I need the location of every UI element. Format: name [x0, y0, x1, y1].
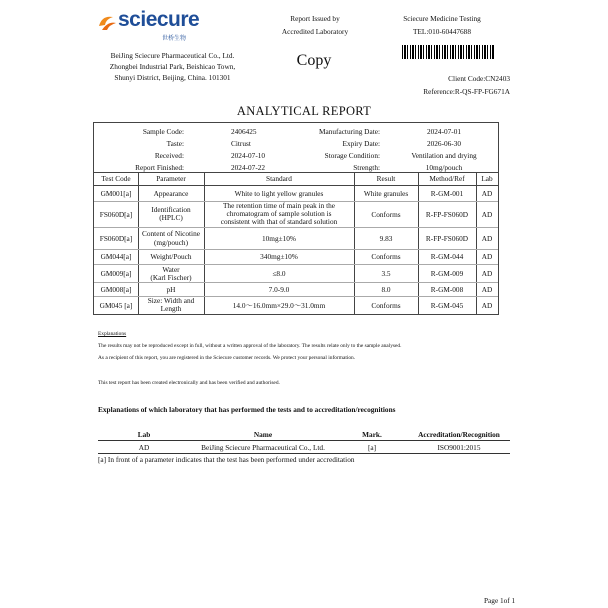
table-cell-lab: AD — [481, 252, 493, 261]
client-code: Client Code:CN2403 — [448, 74, 510, 83]
lab-address-line-2: Shunyi District, Beijing, China. 101301 — [114, 73, 231, 82]
table-cell-parameter-sub: (mg/pouch) — [153, 238, 189, 247]
table-cell-code: FS060D[a] — [99, 234, 133, 243]
explanations-title: Explanations — [98, 331, 127, 337]
table-cell-result: 9.83 — [379, 234, 393, 243]
table-cell-parameter-sub: (HPLC) — [159, 213, 183, 222]
storage-label: Storage Condition: — [324, 151, 380, 160]
table-cell-result: 8.0 — [381, 285, 391, 294]
table-cell-lab: AD — [481, 301, 493, 310]
company-logo — [96, 8, 208, 44]
finished-label: Report Finished: — [135, 163, 184, 172]
table-cell-parameter: Size: Width and — [147, 296, 195, 305]
table-cell-standard: The retention time of main peak in the — [222, 201, 336, 210]
table-cell-method: R-FP-FS060D — [425, 234, 469, 243]
table-cell-lab: AD — [481, 269, 493, 278]
table-cell-parameter: Water — [162, 265, 180, 274]
col-header-lab: Lab — [481, 174, 493, 183]
table-cell-code: GM045 [a] — [99, 301, 133, 310]
table-cell-standard-line-2: chromatogram of sample solution is — [226, 209, 332, 218]
logo-wordmark: sciecure — [118, 8, 200, 31]
table-cell-result: Conforms — [371, 252, 401, 261]
table-cell-standard: ≤8.0 — [272, 269, 286, 278]
header-top-line — [94, 172, 498, 173]
table-cell-code: GM009[a] — [100, 269, 132, 278]
testing-org-name: Sciecure Medicine Testing — [403, 14, 481, 23]
acc-cell-mark: [a] — [367, 443, 377, 452]
table-cell-method: R-GM-009 — [430, 269, 464, 278]
barcode — [402, 45, 494, 59]
finished-value: 2024-07-22 — [231, 163, 266, 172]
logo-subtext: 世桥生物 — [162, 36, 187, 42]
explanation-line-2: As a recipient of this report, you are registered in the Sciecure customer records. We protect your personal information. — [98, 355, 356, 361]
acc-header-lab: Lab — [137, 430, 151, 439]
table-cell-method: R-GM-045 — [430, 301, 464, 310]
acc-cell-lab: AD — [138, 443, 150, 452]
table-cell-method: R-GM-001 — [430, 189, 464, 198]
mfg-date-label: Manufacturing Date: — [319, 127, 380, 136]
header-bottom-line — [94, 185, 498, 186]
issued-by-block — [272, 12, 358, 38]
storage-value: Ventilation and drying — [411, 151, 477, 160]
table-cell-code: GM044[a] — [100, 252, 132, 261]
col-header-result: Result — [376, 174, 396, 183]
table-cell-lab: AD — [481, 189, 493, 198]
table-cell-standard-line-3: consistent with that of standard solution — [220, 217, 338, 226]
row-divider — [94, 264, 498, 265]
acc-header-accreditation: Accreditation/Recognition — [418, 430, 500, 439]
table-cell-lab: AD — [481, 234, 493, 243]
table-cell-code: GM008[a] — [100, 285, 132, 294]
lab-name: BeiJing Sciecure Pharmaceutical Co., Ltd. — [110, 51, 235, 60]
explanation-line-1: The results may not be reproduced except in full, without a written approval of the laboratory. The results relate only to the sample analysed. — [98, 343, 402, 349]
acc-cell-name: BeiJing Sciecure Pharmaceutical Co., Ltd. — [201, 443, 325, 452]
table-cell-standard: 10mg±10% — [261, 234, 296, 243]
received-label: Received: — [154, 151, 184, 160]
accreditation-title: Explanations of which laboratory that has performed the tests and to accreditation/recognitions — [98, 405, 396, 414]
col-header-parameter: Parameter — [156, 174, 186, 183]
strength-value: 10mg/pouch — [425, 163, 463, 172]
logo-swirl-icon — [96, 12, 118, 34]
acc-divider — [98, 453, 510, 454]
accreditation-footnote: [a] In front of a parameter indicates that the test has been performed under accreditation — [98, 455, 355, 464]
testing-org-tel: TEL:010-60447688 — [413, 27, 471, 36]
taste-value: Citrust — [231, 139, 251, 148]
table-cell-method: R-FP-FS060D — [425, 210, 469, 219]
acc-header-mark: Mark. — [362, 430, 382, 439]
col-header-standard: Standard — [266, 174, 292, 183]
sample-code-value: 2406425 — [231, 127, 257, 136]
col-header-method: Method/Ref — [429, 174, 465, 183]
table-cell-method: R-GM-044 — [430, 252, 464, 261]
explanation-line-3: This test report has been created electronically and has been verified and authorised. — [98, 380, 280, 386]
table-cell-parameter-sub: Length — [160, 304, 182, 313]
received-value: 2024-07-10 — [231, 151, 266, 160]
acc-header-name: Name — [253, 430, 273, 439]
issued-by-line-2: Accredited Laboratory — [281, 27, 349, 36]
expiry-label: Expiry Date: — [342, 139, 380, 148]
table-cell-parameter: Weight/Pouch — [150, 252, 192, 261]
client-block — [380, 72, 510, 98]
table-cell-parameter: Content of Nicotine — [142, 229, 200, 238]
acc-divider — [98, 440, 510, 441]
table-cell-result: Conforms — [371, 210, 401, 219]
table-cell-standard: 340mg±10% — [260, 252, 298, 261]
table-cell-parameter: Identification — [151, 205, 191, 214]
table-cell-standard: 14.0～16.0mm×29.0～31.0mm — [232, 301, 326, 310]
table-cell-standard: 7.0-9.0 — [268, 285, 290, 294]
col-header-test-code: Test Code — [101, 174, 131, 183]
table-cell-parameter: pH — [166, 285, 176, 294]
table-cell-parameter: Appearance — [153, 189, 189, 198]
expiry-value: 2026-06-30 — [426, 139, 462, 148]
lab-address-block — [100, 50, 245, 83]
table-cell-lab: AD — [481, 285, 493, 294]
report-title: ANALYTICAL REPORT — [236, 104, 372, 118]
table-cell-standard: White to light yellow granules — [234, 189, 324, 198]
testing-org-block — [386, 12, 498, 38]
row-divider — [94, 282, 498, 283]
sample-code-label: Sample Code: — [142, 127, 184, 136]
table-cell-code: GM001[a] — [100, 189, 132, 198]
taste-label: Taste: — [166, 139, 184, 148]
table-cell-result: 3.5 — [381, 269, 391, 278]
lab-address-line-1: Zhongbei Industrial Park, Beishicao Town, — [109, 62, 236, 71]
table-cell-result: White granules — [363, 189, 409, 198]
row-divider — [94, 227, 498, 228]
issued-by-line-1: Report Issued by — [290, 14, 340, 23]
page-number: Page 1of 1 — [484, 596, 516, 605]
copy-label: Copy — [296, 52, 332, 69]
table-cell-method: R-GM-008 — [430, 285, 464, 294]
strength-label: Strength: — [353, 163, 380, 172]
table-cell-code: FS060D[a] — [99, 210, 133, 219]
table-cell-result: Conforms — [371, 301, 401, 310]
table-cell-lab: AD — [481, 210, 493, 219]
mfg-date-value: 2024-07-01 — [426, 127, 462, 136]
table-cell-parameter-sub: (Karl Fischer) — [150, 273, 192, 282]
acc-cell-accreditation: ISO9001:2015 — [437, 443, 481, 452]
row-divider — [94, 249, 498, 250]
reference-code: Reference:R-QS-FP-FG671A — [423, 87, 510, 96]
report-table — [93, 122, 499, 315]
